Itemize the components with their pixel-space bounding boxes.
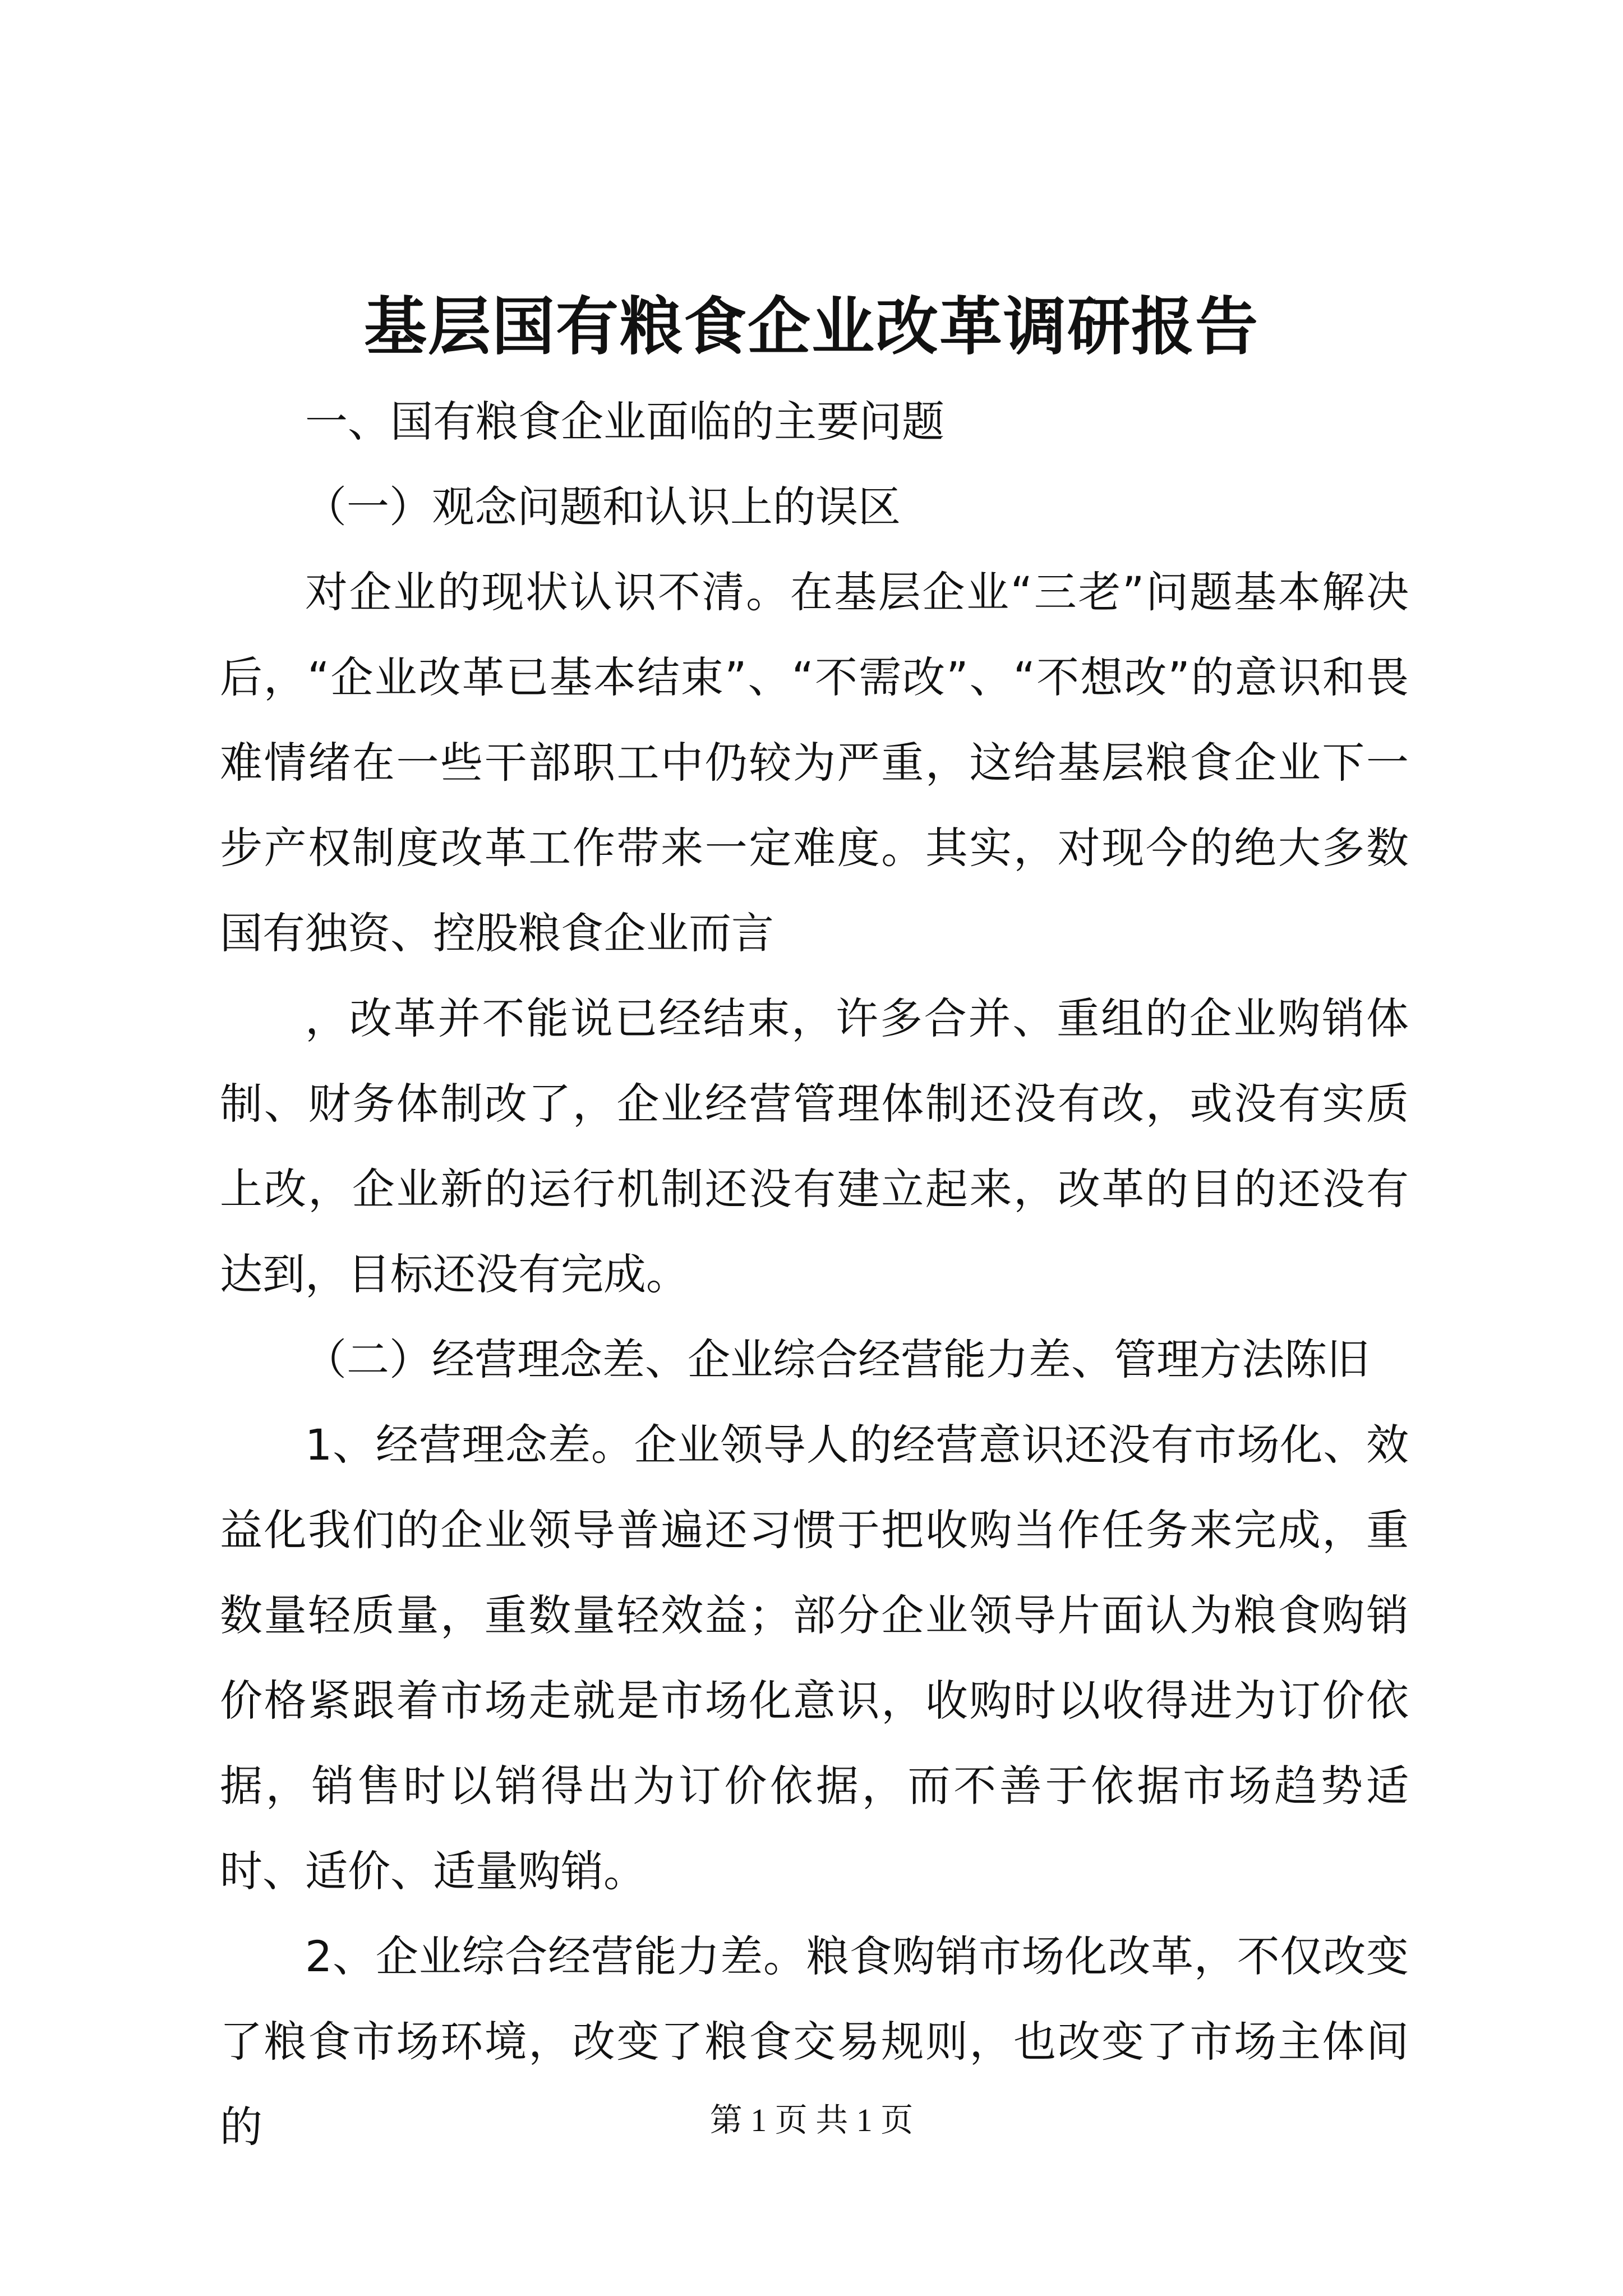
body-paragraph: 1、经营理念差。企业领导人的经营意识还没有市场化、效益化我们的企业领导普遍还习惯于把收购当作任务来完成，重数量轻质量，重数量轻效益；部分企业领导片面认为粮食购销价格紧跟着市场走就是市场化意识，收购时以收得进为订价依据，销售时以销得出为订价依据，而不善于依据市场趋势适时、适价、适量购销。 [220, 1420, 1409, 1896]
subsection-heading: （一）观念问题和认识上的误区 [304, 482, 901, 532]
body-paragraph: 对企业的现状认识不清。在基层企业“三老”问题基本解决后，“企业改革已基本结束”、“不需改”、“不想改”的意识和畏难情绪在一些干部职工中仍较为严重，这给基层粮食企业下一步产权制度改革工作带来一定难度。其实，对现今的绝大多数国有独资、控股粮食企业而言 [220, 567, 1409, 958]
document-body [220, 379, 1409, 2170]
document-title: 基层国有粮食企业改革调研报告 [364, 290, 1259, 364]
page-footer: 第 1 页 共 1 页 [709, 2102, 914, 2138]
body-paragraph: ，改革并不能说已经结束，许多合并、重组的企业购销体制、财务体制改了，企业经营管理体制还没有改，或没有实质上改，企业新的运行机制还没有建立起来，改革的目的还没有达到，目标还没有完成。 [220, 993, 1409, 1299]
section-heading: 一、国有粮食企业面临的主要问题 [305, 397, 944, 447]
subsection-heading: （二）经营理念差、企业综合经营能力差、管理方法陈旧 [304, 1335, 1370, 1384]
body-paragraph: 2、企业综合经营能力差。粮食购销市场化改革，不仅改变了粮食市场环境，改变了粮食交易规则，也改变了市场主体间的 [220, 1931, 1409, 2152]
